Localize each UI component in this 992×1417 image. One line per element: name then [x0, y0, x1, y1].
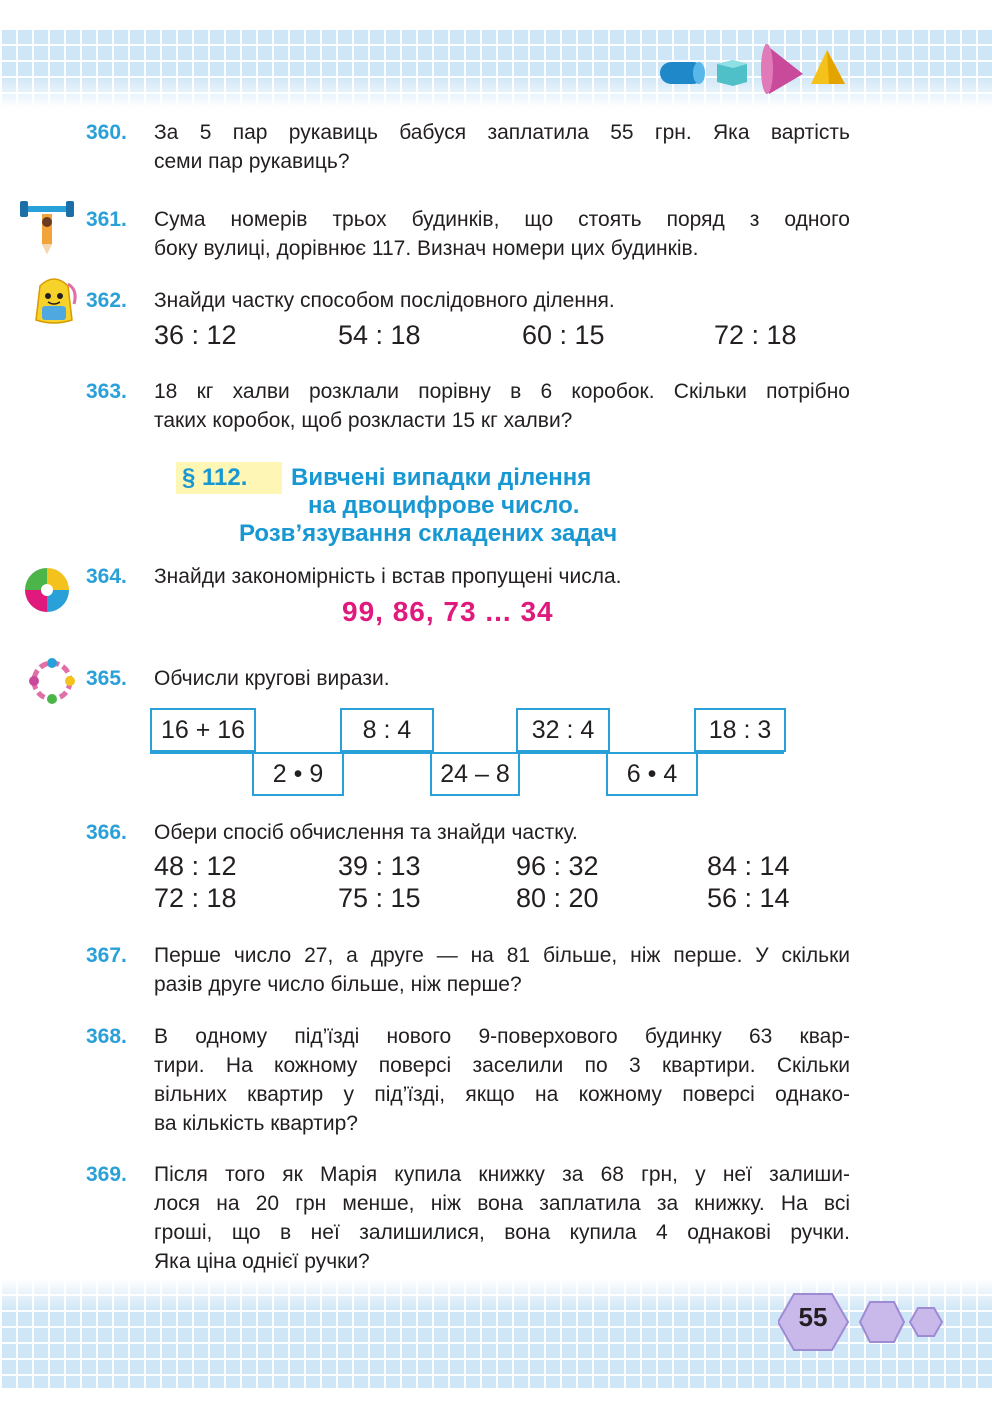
section-title-line: Вивчені випадки ділення — [291, 464, 592, 491]
expression-box: 16 + 16 — [150, 708, 256, 752]
task-number: 364. — [86, 565, 127, 588]
expression: 75 : 15 — [338, 883, 421, 913]
task-line: разів друге число більше, ніж перше? — [154, 973, 522, 996]
expression: 48 : 12 — [154, 851, 237, 881]
dumbbell-pencil-icon — [18, 198, 76, 256]
expression-box: 2 • 9 — [252, 752, 344, 796]
task-number: 363. — [86, 380, 127, 403]
expression-box: 6 • 4 — [606, 752, 698, 796]
expression: 56 : 14 — [707, 883, 790, 913]
task-text: Знайди закономірність і встав пропущені числа. — [154, 565, 622, 588]
page-number: 55 — [798, 1302, 828, 1332]
task-line: 18 кг халви розклали порівну в 6 коробок. Скільки потрібно — [154, 380, 850, 403]
task-text — [154, 377, 850, 435]
backpack-icon — [28, 276, 80, 326]
expression: 84 : 14 — [707, 851, 790, 881]
geometric-shapes-icon — [655, 40, 855, 100]
section-title-line: на двоцифрове число. — [308, 492, 580, 519]
task-text: Обчисли кругові вирази. — [154, 667, 390, 690]
expression-box: 32 : 4 — [516, 708, 610, 752]
task-number: 366. — [86, 821, 127, 844]
task-text: Обери спосіб обчислення та знайди частку. — [154, 821, 578, 844]
task-line: За 5 пар рукавиць бабуся заплатила 55 грн. Яка вартість — [154, 121, 850, 144]
task-text — [154, 941, 850, 999]
task-line: гроші, що в неї залишилися, вона купила 4 однакові ручки. — [154, 1221, 850, 1244]
task-text — [154, 1160, 850, 1276]
expression: 39 : 13 — [338, 851, 421, 881]
task-line: Після того як Марія купила книжку за 68 грн, у неї залиши- — [154, 1163, 850, 1186]
number-pattern: 99, 86, 73 ... 34 — [342, 596, 554, 627]
expression: 96 : 32 — [516, 851, 599, 881]
expression: 54 : 18 — [338, 320, 421, 350]
section-number: § 112. — [176, 462, 282, 494]
task-line: боку вулиці, дорівнює 117. Визнач номери цих будинків. — [154, 237, 699, 260]
chain-circle-icon — [26, 656, 78, 706]
expression-box: 8 : 4 — [340, 708, 434, 752]
task-text — [154, 118, 850, 176]
task-line: В одному під’їзді нового 9-поверхового будинку 63 квар- — [154, 1025, 850, 1048]
task-number: 369. — [86, 1163, 127, 1186]
task-number: 367. — [86, 944, 127, 967]
task-line: ва кількість квартир? — [154, 1112, 358, 1135]
task-number: 362. — [86, 289, 127, 312]
task-line: Перше число 27, а друге — на 81 більше, ніж перше. У скільки — [154, 944, 850, 967]
expression: 72 : 18 — [714, 320, 797, 350]
task-line: семи пар рукавиць? — [154, 150, 350, 173]
task-number: 365. — [86, 667, 127, 690]
task-number: 360. — [86, 121, 127, 144]
task-line: лося на 20 грн менше, ніж вона заплатила за книжку. На всі — [154, 1192, 850, 1215]
task-number: 361. — [86, 208, 127, 231]
expression-box: 24 – 8 — [430, 752, 520, 796]
expression: 36 : 12 — [154, 320, 237, 350]
section-title-line: Розв’язування складених задач — [239, 520, 618, 547]
task-line: Сума номерів трьох будинків, що стоять поряд з одного — [154, 208, 850, 231]
task-text — [154, 205, 850, 263]
task-line: тири. На кожному поверсі заселили по 3 квартири. Скільки — [154, 1054, 850, 1077]
task-line: таких коробок, щоб розкласти 15 кг халви? — [154, 409, 573, 432]
task-text: Знайди частку способом послідовного ділення. — [154, 289, 615, 312]
expression-box: 18 : 3 — [694, 708, 786, 752]
task-text — [154, 1022, 850, 1138]
puzzle-icon — [18, 566, 76, 614]
expression: 60 : 15 — [522, 320, 605, 350]
task-number: 368. — [86, 1025, 127, 1048]
expression: 80 : 20 — [516, 883, 599, 913]
task-line: Яка ціна однієї ручки? — [154, 1250, 370, 1273]
expression: 72 : 18 — [154, 883, 237, 913]
task-line: вільних квартир у під’їзді, якщо на кожному поверсі однако- — [154, 1083, 850, 1106]
